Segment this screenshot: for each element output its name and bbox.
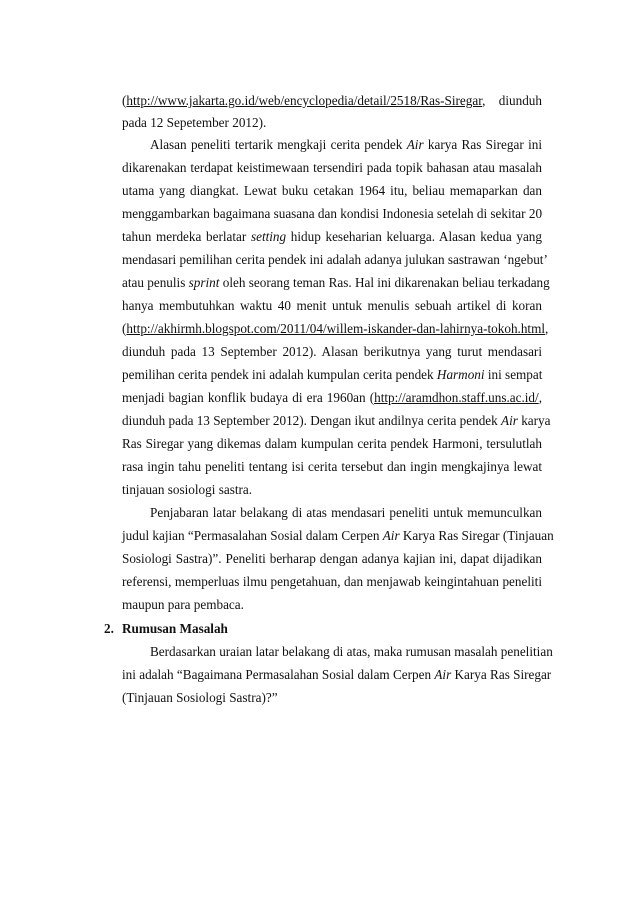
text-line: tinjauan sosiologi sastra. bbox=[122, 482, 253, 497]
text-fragment: Alasan peneliti tertarik mengkaji cerita pendek bbox=[150, 137, 407, 152]
emphasis-text: Air bbox=[382, 528, 400, 543]
text-line: Sosiologi Sastra)”. Peneliti berharap dengan adanya kajian ini, dapat dijadikan bbox=[122, 551, 542, 566]
text-fragment: ini sempat bbox=[484, 367, 543, 382]
text-fragment: tahun merdeka berlatar bbox=[122, 229, 251, 244]
emphasis-text: Air bbox=[501, 413, 518, 428]
text-fragment: diunduh bbox=[498, 93, 542, 108]
text-line: Ras Siregar yang dikemas dalam kumpulan cerita pendek Harmoni, tersulutlah bbox=[122, 436, 542, 451]
text-line: referensi, memperluas ilmu pengetahuan, dan menjawab keingintahuan peneliti bbox=[122, 574, 542, 589]
text-fragment: karya bbox=[517, 413, 551, 428]
emphasis-text: sprint bbox=[188, 275, 220, 290]
text-line bbox=[122, 412, 551, 430]
text-line: mendasari pemilihan cerita pendek ini adalah adanya julukan sastrawan ‘ngebut’ bbox=[122, 252, 548, 267]
reference-link[interactable]: http://aramdhon.staff.uns.ac.id/ bbox=[374, 390, 539, 405]
text-line: maupun para pembaca. bbox=[122, 597, 244, 612]
text-line: pada 12 Sepetember 2012). bbox=[122, 115, 267, 130]
text-fragment: menjadi bagian konflik budaya di era 1960an ( bbox=[122, 390, 375, 405]
text-fragment: , bbox=[545, 321, 549, 336]
text-fragment: Karya Ras Siregar (Tinjauan bbox=[399, 528, 554, 543]
text-line: Berdasarkan uraian latar belakang di atas, maka rumusan masalah penelitian bbox=[150, 644, 553, 659]
emphasis-text: Air bbox=[406, 137, 424, 152]
text-line bbox=[122, 92, 542, 110]
text-line bbox=[122, 366, 542, 384]
section-number: 2. bbox=[104, 621, 114, 636]
text-fragment: oleh seorang teman Ras. Hal ini dikarenakan beliau terkadang bbox=[219, 275, 550, 290]
reference-link[interactable]: http://akhirmh.blogspot.com/2011/04/willem-iskander-dan-lahirnya-tokoh.html bbox=[126, 321, 546, 336]
text-fragment: , bbox=[482, 93, 486, 108]
text-fragment: diunduh pada 13 September 2012). Dengan ikut andilnya cerita pendek bbox=[122, 413, 502, 428]
text-fragment: ini adalah “Bagaimana Permasalahan Sosial dalam Cerpen bbox=[122, 667, 435, 682]
text-line: dikarenakan terdapat keistimewaan tersendiri pada topik bahasan atau masalah bbox=[122, 160, 542, 175]
text-fragment: hidup keseharian keluarga. Alasan kedua yang bbox=[286, 229, 542, 244]
text-fragment: pemilihan cerita pendek ini adalah kumpulan cerita pendek bbox=[122, 367, 437, 382]
text-line bbox=[150, 136, 542, 154]
text-line bbox=[122, 228, 542, 246]
text-fragment: karya Ras Siregar ini bbox=[423, 137, 542, 152]
text-line: diunduh pada 13 September 2012). Alasan berikutnya yang turut mendasari bbox=[122, 344, 542, 359]
text-line: Penjabaran latar belakang di atas mendasari peneliti untuk memunculkan bbox=[150, 505, 542, 520]
emphasis-text: Air bbox=[434, 667, 452, 682]
text-fragment: judul kajian “Permasalahan Sosial dalam Cerpen bbox=[122, 528, 383, 543]
text-line bbox=[122, 320, 549, 338]
text-line bbox=[122, 274, 550, 292]
text-line: (Tinjauan Sosiologi Sastra)?” bbox=[122, 690, 278, 705]
text-fragment: ( bbox=[122, 321, 127, 336]
reference-link[interactable]: http://www.jakarta.go.id/web/encyclopedia/detail/2518/Ras-Siregar bbox=[126, 93, 483, 108]
text-fragment: ( bbox=[122, 93, 127, 108]
text-line: menggambarkan bagaimana suasana dan kondisi Indonesia setelah di sekitar 20 bbox=[122, 206, 543, 221]
section-heading bbox=[104, 620, 228, 638]
text-line bbox=[122, 527, 554, 545]
text-fragment: , bbox=[538, 390, 542, 405]
emphasis-text: setting bbox=[250, 229, 287, 244]
emphasis-text: Harmoni bbox=[436, 367, 485, 382]
text-line bbox=[122, 666, 552, 684]
text-fragment: Karya Ras Siregar bbox=[451, 667, 552, 682]
section-title: Rumusan Masalah bbox=[122, 621, 228, 636]
text-line: rasa ingin tahu peneliti tentang isi cerita tersebut dan ingin mengkajinya lewat bbox=[122, 459, 542, 474]
text-line: utama yang diangkat. Lewat buku cetakan 1964 itu, beliau memaparkan dan bbox=[122, 183, 542, 198]
text-line: hanya membutuhkan waktu 40 menit untuk menulis sebuah artikel di koran bbox=[122, 298, 542, 313]
text-fragment: atau penulis bbox=[122, 275, 189, 290]
text-line bbox=[122, 389, 542, 407]
